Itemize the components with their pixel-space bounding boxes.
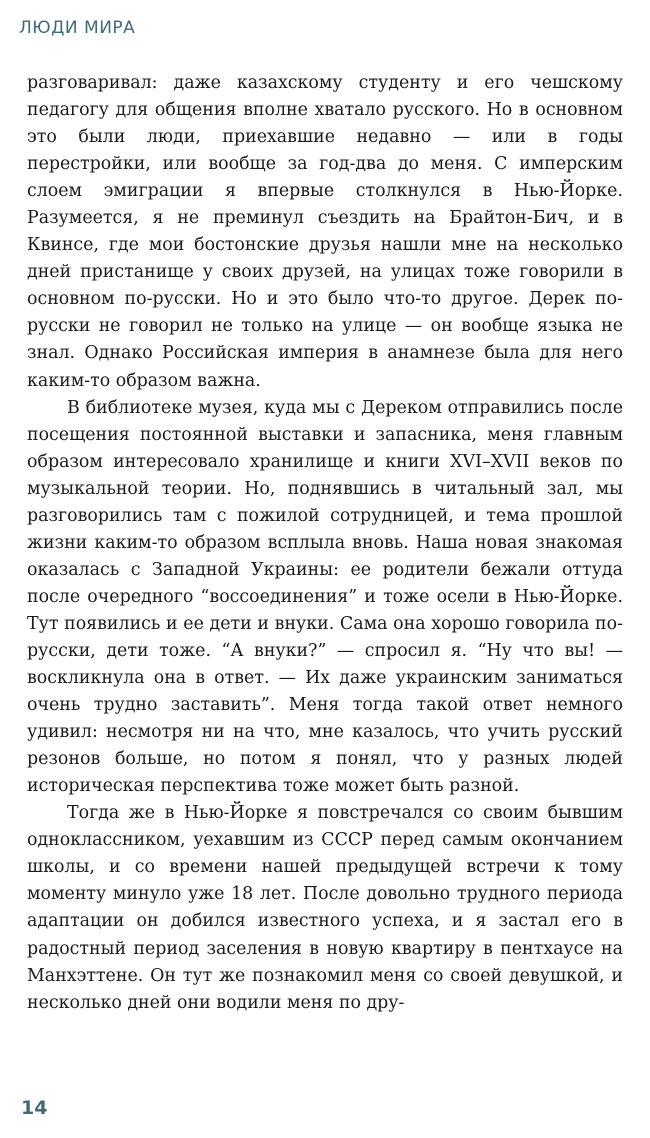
paragraph-classmate: Тогда же в Нью-Йорке я повстречался со своим бывшим одноклассником, уехавшим из СССР перед самым окончанием школы, и со времени нашей предыдущей встречи к тому моменту минуло уже 18 лет. После довольно трудного периода адаптации он добился известного успеха, и я застал его в радостный период заселения в новую квартиру в пентхаусе на Манхэттене. Он тут же познакомил меня со своей девушкой, и несколько дней они водили меня по дру- bbox=[27, 803, 623, 1013]
body-text bbox=[27, 70, 623, 1017]
page-number: 14 bbox=[21, 1097, 48, 1119]
running-header: ЛЮДИ МИРА bbox=[19, 18, 136, 38]
paragraph-library: В библиотеке музея, куда мы с Дереком отправились после посещения постоянной выставки и запасника, меня главным образом интересовало хранилище и книги XVI–XVII веков по музыкальной теории. Но, поднявшись в читальный зал, мы разговорились там с пожилой сотрудницей, и тема прошлой жизни каким-то образом всплыла вновь. Наша новая знакомая оказалась с Западной Украины: ее родители бежали оттуда после очередного “воссоединения” и тоже осели в Нью-Йорке. Тут появились и ее дети и внуки. Сама она хорошо говорила по-русски, дети тоже. “А внуки?” — спросил я. “Ну что вы! — воскликнула она в ответ. — Их даже украинским заниматься очень трудно заставить”. Меня тогда такой ответ немного удивил: несмотря ни на что, мне казалось, что учить русский резонов больше, но потом я понял, что у разных людей историческая перспектива тоже может быть разной. bbox=[27, 397, 623, 797]
paragraph-continuation: разговаривал: даже казахскому студенту и его чешскому педагогу для общения вполне хватало русского. Но в основном это были люди, приехавшие недавно — или в годы перестройки, или вообще за год-два до меня. С имперским слоем эмиграции я впервые столкнулся в Нью-Йорке. Разумеется, я не преминул съездить на Брайтон-Бич, и в Квинсе, где мои бостонские друзья нашли мне на несколько дней пристанище у своих друзей, на улицах тоже говорили в основном по-русски. Но и это было что-то другое. Дерек по-русски не говорил не только на улице — он вообще языка не знал. Однако Российская империя в анамнезе была для него каким-то образом важна. bbox=[27, 73, 623, 391]
